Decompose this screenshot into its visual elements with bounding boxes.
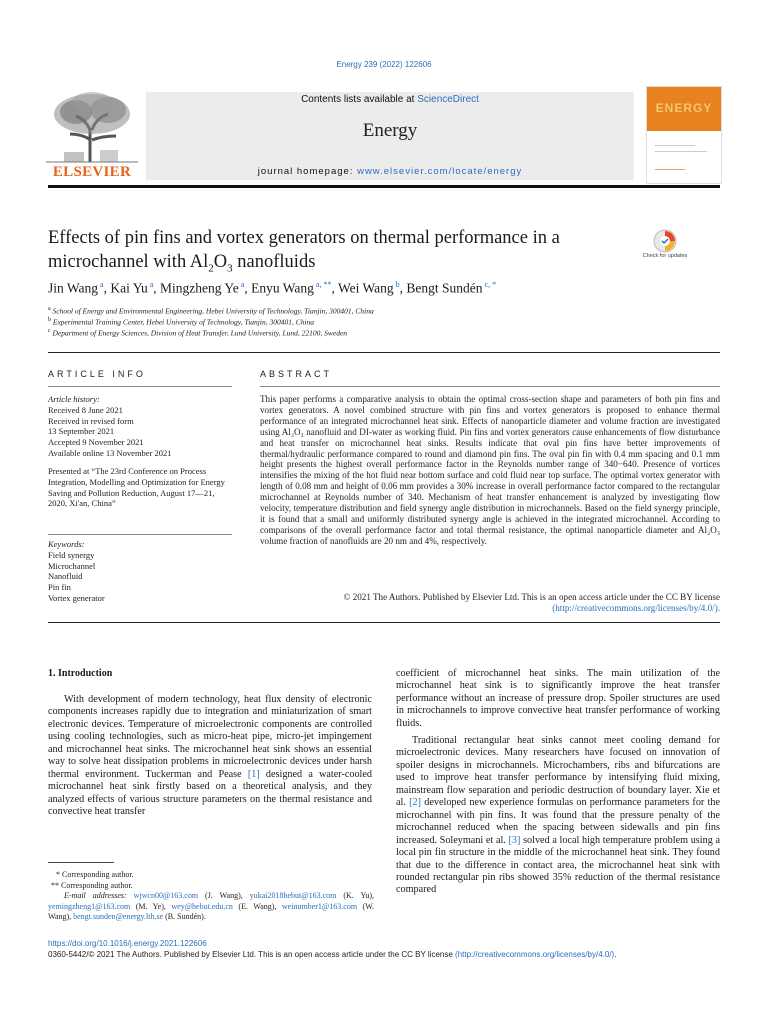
abstract-heading: ABSTRACT: [260, 369, 333, 379]
email-owner: (W. Wang),: [48, 901, 375, 921]
author-affil-mark[interactable]: c, *: [482, 280, 497, 289]
section-heading-introduction: 1. Introduction: [48, 668, 113, 679]
author-name[interactable]: Bengt Sundén: [406, 280, 483, 296]
title-subscript: 3: [227, 262, 233, 275]
author-list: Jin Wang $^a$, Kai Yu $^a$, Mingzheng Ye $^a$, Enyu Wang $^{a, **}$, Wei Wang $^b$, Bengt Sundén $^{c, *}$: [48, 280, 497, 296]
sciencedirect-link[interactable]: ScienceDirect: [417, 94, 479, 105]
reference-link[interactable]: [1]: [247, 768, 260, 780]
affil-text: Experimental Training Center, Hebei University of Technology, Tianjin, 300401, China: [51, 317, 315, 327]
history-entry: Accepted 9 November 2021: [48, 437, 144, 448]
corresponding-author-1: * Corresponding author.: [56, 870, 134, 879]
footer-license-link[interactable]: (http://creativecommons.org/licenses/by/4.0/): [455, 950, 615, 959]
homepage-prefix: journal homepage:: [257, 166, 358, 177]
publisher-wordmark[interactable]: ELSEVIER: [52, 164, 132, 180]
keyword: Microchannel: [48, 560, 96, 571]
intro-paragraph-left: [48, 694, 372, 819]
keyword: Field synergy: [48, 549, 95, 560]
license-link[interactable]: (http://creativecommons.org/licenses/by/4.0/).: [552, 602, 720, 613]
intro-paragraph-right-2: [396, 735, 720, 897]
author-affil-mark[interactable]: a: [98, 280, 104, 289]
author-name[interactable]: Jin Wang: [48, 280, 99, 296]
author-affil-mark[interactable]: a: [147, 280, 154, 289]
title-text: O: [213, 252, 228, 272]
check-for-updates-label: Check for updates: [642, 253, 688, 259]
issn-end: .: [614, 950, 617, 959]
email-owner: (E. Wang),: [232, 901, 282, 911]
contents-line: [146, 94, 634, 105]
copyright-text: © 2021 The Authors. Published by Elsevier Ltd. This is an open access article under the CC BY license: [343, 592, 720, 602]
affiliation-a: [48, 306, 728, 316]
article-title: [48, 226, 628, 281]
affil-text: School of Energy and Environmental Engineering, Hebei University of Technology, Tianjin, 300401, China: [50, 306, 374, 316]
article-history: [48, 394, 228, 459]
journal-cover-thumbnail[interactable]: [646, 86, 722, 184]
corresponding-author-2: ** Corresponding author.: [51, 880, 133, 890]
history-entry: Received in revised form: [48, 415, 134, 426]
presented-note: Presented at “The 23rd Conference on Process Integration, Modelling and Optimization for Energy Saving and Pollution Reduction, August 17—21, 2020, Xi'an, China”: [48, 466, 225, 509]
history-entry: 13 September 2021: [48, 426, 115, 437]
info-divider: [48, 534, 232, 535]
abstract-copyright: [260, 592, 720, 614]
email-link[interactable]: wjwcn00@163.com: [133, 891, 199, 900]
info-divider: [48, 386, 232, 387]
keyword: Vortex generator: [48, 592, 105, 603]
email-label: E-mail addresses:: [64, 891, 127, 900]
doi-link[interactable]: https://doi.org/10.1016/j.energy.2021.122606: [48, 939, 207, 948]
author-name[interactable]: Enyu Wang: [251, 280, 314, 296]
issn-text: 0360-5442/© 2021 The Authors. Published by Elsevier Ltd. This is an open access article under the CC BY license: [48, 950, 456, 959]
article-info-heading: ARTICLE INFO: [48, 369, 146, 379]
history-entry: Available online 13 November 2021: [48, 447, 172, 458]
homepage-line: [146, 166, 634, 177]
keywords-label: Keywords:: [48, 539, 85, 549]
cover-line: [655, 151, 707, 152]
paragraph-text: Traditional rectangular heat sinks cannot meet cooling demand for microelectronic devices. Many researchers have focused on innovation of spoiler designs in microchannels. Microchambers, ribs and bifurcations are used to improve heat transfer performance by intensifying fluid mixing, mainstream flow separation and periodic destruction of boundary layer. Xie et al.: [396, 735, 720, 809]
author-affil-mark[interactable]: b: [393, 280, 400, 289]
affil-text: Department of Energy Sciences, Division of Heat Transfer, Lund University, Lund, 22100, Sweden: [50, 328, 348, 338]
email-addresses: [48, 891, 374, 923]
paragraph-text: developed new experience formulas on performance parameters for the microchannel with pin fins. It was found that the pressure penalty of the microchannel reduced when the spacing between sidewalls and pin fins increased. Soleymani et al.: [396, 797, 720, 846]
email-link[interactable]: yukai2018hebut@163.com: [249, 891, 337, 900]
author-affil-mark[interactable]: a: [238, 280, 245, 289]
check-for-updates-badge[interactable]: [648, 228, 682, 268]
intro-paragraph-right-1: coefficient of microchannel heat sinks. The main utilization of the microchannel heat sink is to significantly improve the heat transfer performance without an increase of pressure drop. Spoiler structures are used in microchannels to improve convective heat transfer performance of working fluids.: [396, 668, 720, 729]
contents-prefix: Contents lists available at: [301, 94, 418, 105]
reference-link[interactable]: [2]: [409, 797, 422, 809]
paragraph-text: With development of modern technology, heat flux density of electronic components increases rapidly due to integration and miniaturization of smart electronic devices. Temperature of microelectronic components are controlled using cooling technologies, such as micro-heat pipe, micro-jet impingement and microchannel heat sinks. The microchannel heat sink shows an essential way to solve heat dissipation problems in microelectronic devices under harsh thermal environment. Tuckerman and Pease: [48, 694, 372, 780]
author-name[interactable]: Wei Wang: [337, 280, 394, 296]
abstract-text: This paper performs a comparative analysis to obtain the optimal cross-section shape and parameters of both pin fins and vortex generators. A novel combined structure with pin fins and vortex generators is proposed to enhance thermal performance of an integrated microchannel heat sink. Effects of nanoparticle diameter and volume fraction are investigated using Al₂O₃ nanofluid and DI-water as working fluid. Pin fins and vortex generators cause enhancements of flow disturbance and heat transfer on microchannel heat sinks. Results indicate that oval pin fins have better improvements of thermal/hydraulic performance compared to round and diamond pin fins. The oval pin fin with 0.4 mm spacing and 0.1 mm height presents the highest overall performance factor in the Reynolds number range of 340−640. Presence of vortices intensifies the mixing of the hot fluid near bottom surface and cold fluid near top surface. The optimal vortex generator with length of 0.08 mm and height of 0.06 mm provides a 30% increase in overall performance factor compared to the rectangular microchannel at Reynolds number of 340. Mechanism of heat transfer enhancement is analyzed by investigating flow velocity, temperature distribution and field synergy angle distribution in microchannels. Based on the field synergy principle, it is found that a small and uniformly distributed synergy angle is achieved in the integrated microchannel. According to comparisons of the overall performance factor and total thermal resistance, the optimal nanoparticle diameter and Al₂O₃ volume fraction of nanofluids are 20 nm and 4%, respectively.: [260, 394, 720, 546]
journal-title: Energy: [362, 120, 418, 141]
issn-line: [48, 950, 728, 959]
author-name[interactable]: Kai Yu: [110, 280, 148, 296]
affiliation-b: [48, 317, 728, 327]
title-subscript: 2: [208, 262, 214, 275]
cover-line: [655, 145, 695, 146]
header-rule: [48, 185, 720, 188]
footnote-divider: [48, 862, 114, 863]
email-owner: (J. Wang),: [198, 891, 250, 900]
affil-mark: a: [48, 306, 51, 312]
email-link[interactable]: yemingzheng1@163.com: [48, 901, 131, 911]
history-entry: Received 8 June 2021: [48, 404, 123, 415]
reference-link[interactable]: [3]: [508, 834, 521, 846]
keywords-block: [48, 539, 228, 604]
journal-citation[interactable]: Energy 239 (2022) 122606: [336, 60, 432, 69]
title-text: Effects of pin fins and vortex generators on thermal performance in a microchannel with Al: [48, 228, 560, 272]
affil-mark: c: [48, 328, 51, 334]
title-divider: [48, 352, 720, 353]
email-owner: (K. Yu),: [336, 891, 374, 900]
author-name[interactable]: Mingzheng Ye: [160, 280, 239, 296]
email-owner: (B. Sundén).: [163, 912, 206, 921]
affiliation-c: [48, 328, 728, 338]
paragraph-text: designed a water-cooled microchannel heat sink firstly based on a theoretical analysis, and they analyzed effects of various structure parameters on the thermal resistance and convective heat transfer: [48, 768, 372, 818]
title-text: nanofluids: [232, 252, 316, 272]
author-affil-mark[interactable]: a, **: [313, 280, 332, 289]
affil-mark: b: [48, 317, 51, 323]
email-link[interactable]: weinumber1@163.com: [281, 901, 358, 911]
homepage-link[interactable]: www.elsevier.com/locate/energy: [357, 166, 523, 177]
history-label: Article history:: [48, 394, 100, 404]
abstract-bottom-rule: [48, 622, 720, 623]
cover-word: ENERGY: [655, 101, 713, 115]
keyword: Nanofluid: [48, 571, 83, 582]
keyword: Pin fin: [48, 582, 71, 593]
footnotes: [48, 870, 374, 923]
abstract-divider: [260, 386, 720, 387]
paragraph-text: solved a local high temperature problem using a local pin fin structure in the middle of the microchannel heat sink. They found that due to the difference in contact area, the microchannel heat sink with rounded rectangular pin ribs showed 35% reduction of the thermal resistance compared: [396, 834, 720, 896]
email-link[interactable]: bengt.sunden@energy.lth.se: [73, 912, 164, 921]
cover-line: [655, 169, 685, 170]
email-link[interactable]: wey@hebut.edu.cn: [171, 901, 233, 911]
email-owner: (M. Ye),: [130, 901, 172, 911]
